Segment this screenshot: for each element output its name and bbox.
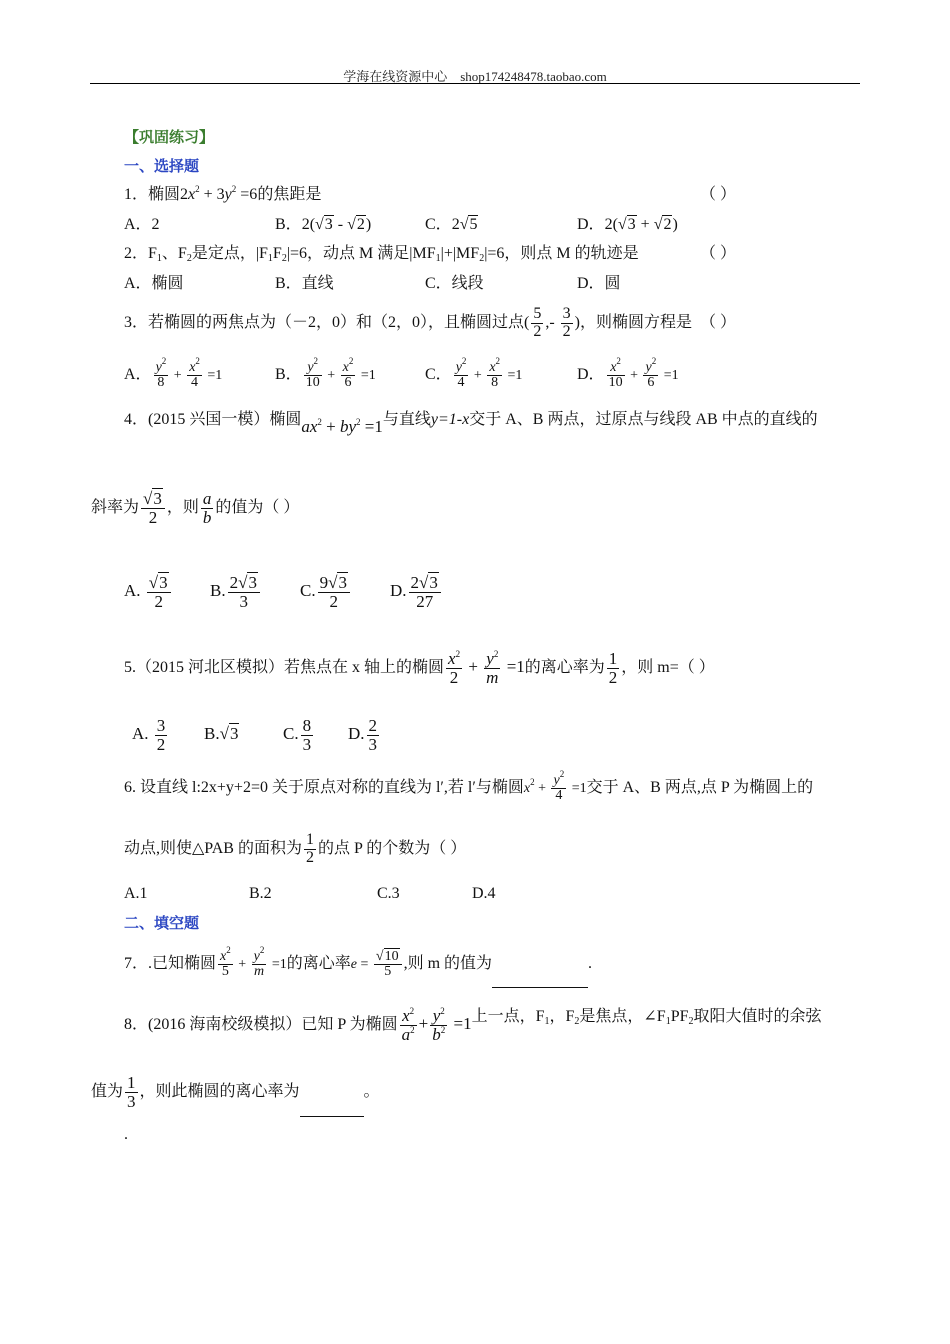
q1-stem bbox=[124, 185, 321, 205]
q6-option-a: A.1 bbox=[124, 885, 148, 902]
q4-stem bbox=[124, 409, 818, 436]
q1-equation: $2x^2 + 3y^2 =6$ bbox=[180, 184, 258, 203]
q2-p6: |+|MF bbox=[440, 245, 480, 262]
q4-mid: 与直线 bbox=[382, 411, 431, 428]
q5-post: ，则 m=（ ） bbox=[621, 659, 715, 676]
q3-option-b: B． $\frac{y^2}{10}$ + $\frac{x^2}{6}$ =1 bbox=[275, 355, 376, 391]
q1-option-c: C．2√5 bbox=[425, 216, 478, 233]
q6-post: 交于 A、B 两点,点 P 为椭圆上的 bbox=[586, 779, 814, 796]
q6-stem: 6. 设直线 l:2x+y+2=0 关于原点对称的直线为 l′,若 l′与椭圆$x^2$ + $\frac{y^2}{4}$ =1交于 A、B 两点,点 P 为椭圆上的 bbox=[124, 768, 814, 804]
q5-a-label: A. bbox=[132, 724, 149, 743]
header-title: 学海在线资源中心 bbox=[343, 69, 448, 84]
q4-l2c: 的值为（ ） bbox=[215, 499, 300, 516]
q4-option-a: A. $\frac{√3}{2}$ bbox=[124, 567, 173, 615]
q7-answer-blank[interactable] bbox=[492, 941, 588, 988]
q4-d-label: D. bbox=[390, 581, 407, 600]
header-shop: shop174248478.taobao.com bbox=[460, 69, 607, 84]
q2-p3: 是定点，|F bbox=[191, 245, 268, 262]
q1-pre: 椭圆 bbox=[148, 186, 181, 203]
part2-title: 二、填空题 bbox=[124, 914, 200, 932]
q6-option-d: D.4 bbox=[472, 885, 496, 902]
q3-option-d: D． $\frac{x^2}{10}$ + $\frac{y^2}{6}$ =1 bbox=[577, 355, 679, 391]
q5-option-d: D. $\frac{2}{3}$ bbox=[348, 715, 378, 754]
q6-l2a: 动点,则使△PAB 的面积为 bbox=[124, 840, 302, 857]
q4-option-d: D. $\frac{2√3}{27}$ bbox=[390, 567, 443, 615]
q5-option-c: C. $\frac{8}{3}$ bbox=[283, 715, 312, 754]
q8-stem: 8．(2016 海南校级模拟）已知 P 为椭圆 $\frac{x^2}{a^2}$ + $\frac{y^2}{b^2}$ =1上一点，$F_1$，$F_2$是焦点，$\angle F_1PF_2$取阳大值时的余弦 bbox=[124, 1005, 822, 1044]
q3-paren: （ ） bbox=[700, 314, 737, 331]
q3-post: ，则椭圆方程是 bbox=[580, 314, 693, 331]
q5-option-a: A. $\frac{3}{2}$ bbox=[132, 715, 166, 754]
q5-b-label: B. bbox=[204, 724, 220, 743]
q1-num: 1． bbox=[124, 186, 149, 203]
q2-option-a: A．椭圆 bbox=[124, 275, 184, 292]
q5-c-label: C. bbox=[283, 724, 299, 743]
q7-stem: 7．.已知椭圆 $\frac{x^2}{5}$ + $\frac{y^2}{m}$ =1的离心率e = $\frac{√10}{5}$ ,则 m 的值为 . bbox=[124, 941, 592, 988]
q4-option-c: C. $\frac{9√3}{2}$ bbox=[300, 567, 352, 615]
q5-mid: 的离心率为 bbox=[524, 659, 605, 676]
q1-d-label: D． bbox=[577, 216, 605, 233]
q4-line-eq: y=1-x bbox=[430, 411, 470, 428]
q6-option-b: B.2 bbox=[249, 885, 272, 902]
q1-option-a: A．2 bbox=[124, 216, 160, 233]
q5-d-label: D. bbox=[348, 724, 365, 743]
q2-option-d: D．圆 bbox=[577, 275, 621, 292]
q6-l2b: 的点 P 的个数为（ ） bbox=[317, 840, 467, 857]
q4-a-label: A. bbox=[124, 581, 141, 600]
q2-p5: |=6，动点 M 满足|MF bbox=[286, 245, 436, 262]
q8-pre: 8．(2016 海南校级模拟）已知 P 为椭圆 bbox=[124, 1016, 398, 1033]
q4-post: 交于 A、B 两点，过原点与线段 AB 中点的直线的 bbox=[469, 411, 818, 428]
q2-p4: F bbox=[272, 245, 282, 262]
q6-option-c: C.3 bbox=[377, 885, 400, 902]
q4-l2a: 斜率为 bbox=[91, 499, 140, 516]
q5-option-b: B.√3 bbox=[204, 724, 239, 743]
q1-option-d: D．2(√3 + √2) bbox=[577, 216, 678, 233]
q4-c-label: C. bbox=[300, 581, 316, 600]
q8-trailing-dot: . bbox=[124, 1126, 128, 1143]
q5-pre: 5.（2015 河北区模拟）若焦点在 x 轴上的椭圆 bbox=[124, 659, 445, 676]
q7-post: ,则 m 的值为 bbox=[403, 955, 493, 972]
q1-post: 的焦距是 bbox=[257, 186, 322, 203]
header-rule bbox=[90, 83, 860, 84]
q1-c-label: C． bbox=[425, 216, 452, 233]
q2-p7: |=6，则点 M 的轨迹是 bbox=[484, 245, 639, 262]
q8-stem-line2: 值为 $\frac{1}{3}$ ，则此椭圆的离心率为 。 bbox=[91, 1068, 380, 1117]
q3-option-c: C． $\frac{y^2}{4}$ + $\frac{x^2}{8}$ =1 bbox=[425, 355, 523, 391]
q4-pre: 4．(2015 兴国一模）椭圆 bbox=[124, 411, 302, 428]
part1-title: 一、选择题 bbox=[124, 157, 200, 175]
q3-text: 3．若椭圆的两焦点为（－2，0）和（2，0），且椭圆过点 bbox=[124, 314, 525, 331]
q3-a-label: A． bbox=[124, 366, 152, 383]
q3-d-label: D． bbox=[577, 366, 605, 383]
q6-stem-line2: 动点,则使△PAB 的面积为 $\frac{1}{2}$ 的点 P 的个数为（ ） bbox=[124, 831, 467, 866]
q3-c-label: C． bbox=[425, 366, 452, 383]
q4-stem-line2: 斜率为 $\frac{√3}{2}$ ，则 $\frac{a}{b}$ 的值为（ ） bbox=[91, 488, 300, 527]
q4-option-b: B. $\frac{2√3}{3}$ bbox=[210, 567, 262, 615]
q7-mid: 的离心率 bbox=[286, 955, 351, 972]
q8-l2b: ，则此椭圆的离心率为 bbox=[139, 1083, 300, 1100]
q8-answer-blank[interactable] bbox=[300, 1068, 364, 1117]
q8-p4: PF bbox=[670, 1008, 689, 1025]
q4-equation: $ax^2 + by^2 =1$ bbox=[301, 417, 383, 436]
q8-p2: ，F bbox=[549, 1008, 575, 1025]
q3-b-label: B． bbox=[275, 366, 302, 383]
q2-option-b: B．直线 bbox=[275, 275, 334, 292]
q8-p5: 取阳大值时的余弦 bbox=[693, 1008, 822, 1025]
q2-paren: （ ） bbox=[700, 245, 737, 262]
q8-l2c: 。 bbox=[363, 1083, 380, 1100]
q4-b-label: B. bbox=[210, 581, 226, 600]
q8-post: 上一点，F bbox=[471, 1008, 545, 1025]
q7-pre: 7．.已知椭圆 bbox=[124, 955, 217, 972]
q2-option-c: C．线段 bbox=[425, 275, 484, 292]
q1-paren: （ ） bbox=[700, 186, 737, 203]
q5-stem: 5.（2015 河北区模拟）若焦点在 x 轴上的椭圆 $\frac{x^2}{2}$ + $\frac{y^2}{m}$ =1的离心率为 $\frac{1}{2}$ ，则 m=（ ） bbox=[124, 648, 715, 687]
q2-p2: 、F bbox=[161, 245, 187, 262]
q1-option-b: B．2(√3 - √2) bbox=[275, 216, 372, 233]
q6-pre: 6. 设直线 l:2x+y+2=0 关于原点对称的直线为 l′,若 l′与椭圆 bbox=[124, 779, 524, 796]
q2-stem: 2．$F_1$、$F_2$是定点，$|F_1F_2|=6$，动点 M 满足$|MF_1|+|MF_2|=6$，则点 M 的轨迹是 bbox=[124, 245, 639, 264]
section-title: 【巩固练习】 bbox=[124, 128, 215, 146]
q8-l2a: 值为 bbox=[91, 1083, 124, 1100]
q7-end: . bbox=[588, 955, 593, 972]
q2-p1: 2．F bbox=[124, 245, 157, 262]
q3-stem: 3．若椭圆的两焦点为（－2，0）和（2，0），且椭圆过点( $\frac{5}{2}$ ,- $\frac{3}{2}$ )，则椭圆方程是 （ ） bbox=[124, 305, 737, 340]
q4-l2b: ，则 bbox=[166, 499, 199, 516]
q3-option-a: A． $\frac{y^2}{8}$ + $\frac{x^2}{4}$ =1 bbox=[124, 355, 223, 391]
q8-p3: 是焦点，∠F bbox=[579, 1008, 666, 1025]
q1-b-label: B． bbox=[275, 216, 302, 233]
